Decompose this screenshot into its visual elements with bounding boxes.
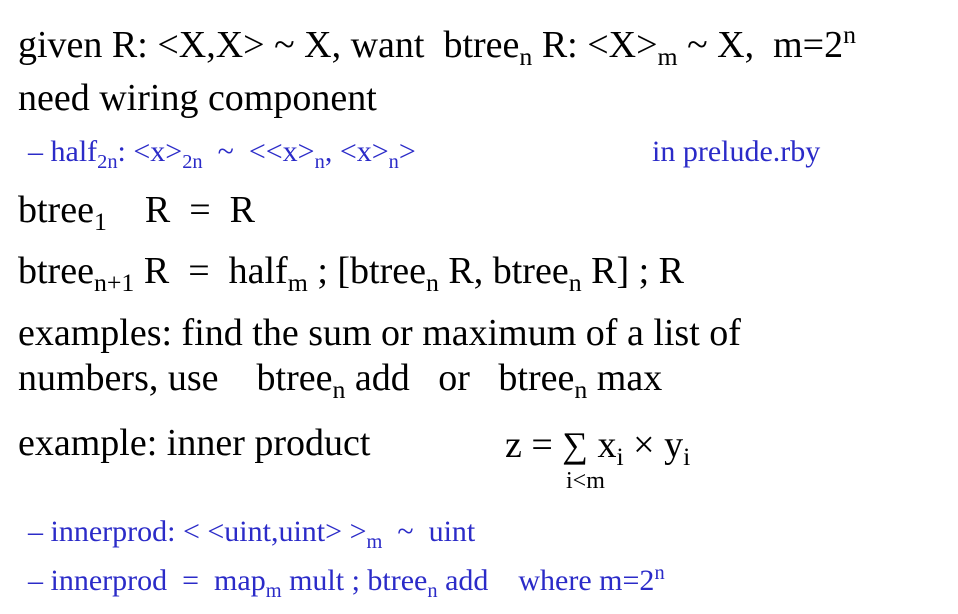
prelude-note: in prelude.rby bbox=[652, 135, 821, 168]
line-numbers: numbers, use btree$_n$ add or btree$_n$ max bbox=[18, 357, 663, 405]
line-need-wiring: need wiring component bbox=[18, 77, 377, 119]
line-innerprod-type: – innerprod: < <uint,uint> $>_m$ ~ uint bbox=[28, 515, 476, 553]
line-half: – half$_{2n}$: $<x>_{2n}$ ~ $<<x>_n$, $<x>_n>$ bbox=[28, 135, 416, 173]
line-innerprod-def: – innerprod = map$_m$ mult ; btree$_n$ add where $m=2^n$ bbox=[28, 561, 665, 602]
sum-formula: z = ∑ $x_i \times y_i$ bbox=[505, 424, 691, 472]
line-examples: examples: find the sum or maximum of a list of bbox=[18, 312, 741, 354]
line-inner-product: example: inner product bbox=[18, 422, 371, 464]
sigma-symbol: ∑ bbox=[562, 425, 588, 465]
sum-index: i<m bbox=[566, 468, 605, 494]
line-given: given R: <X,X> ~ X, want btree$_n$ R: $<X>_m$ ~ X, $m=2^n$ bbox=[18, 19, 857, 72]
line-btree-1: btree$_1$ R = R bbox=[18, 189, 255, 237]
line-btree-n1: btree$_{n+1}$ R = half$_m$ ; [btree$_n$ R, btree$_n$ R] ; R bbox=[18, 250, 685, 298]
